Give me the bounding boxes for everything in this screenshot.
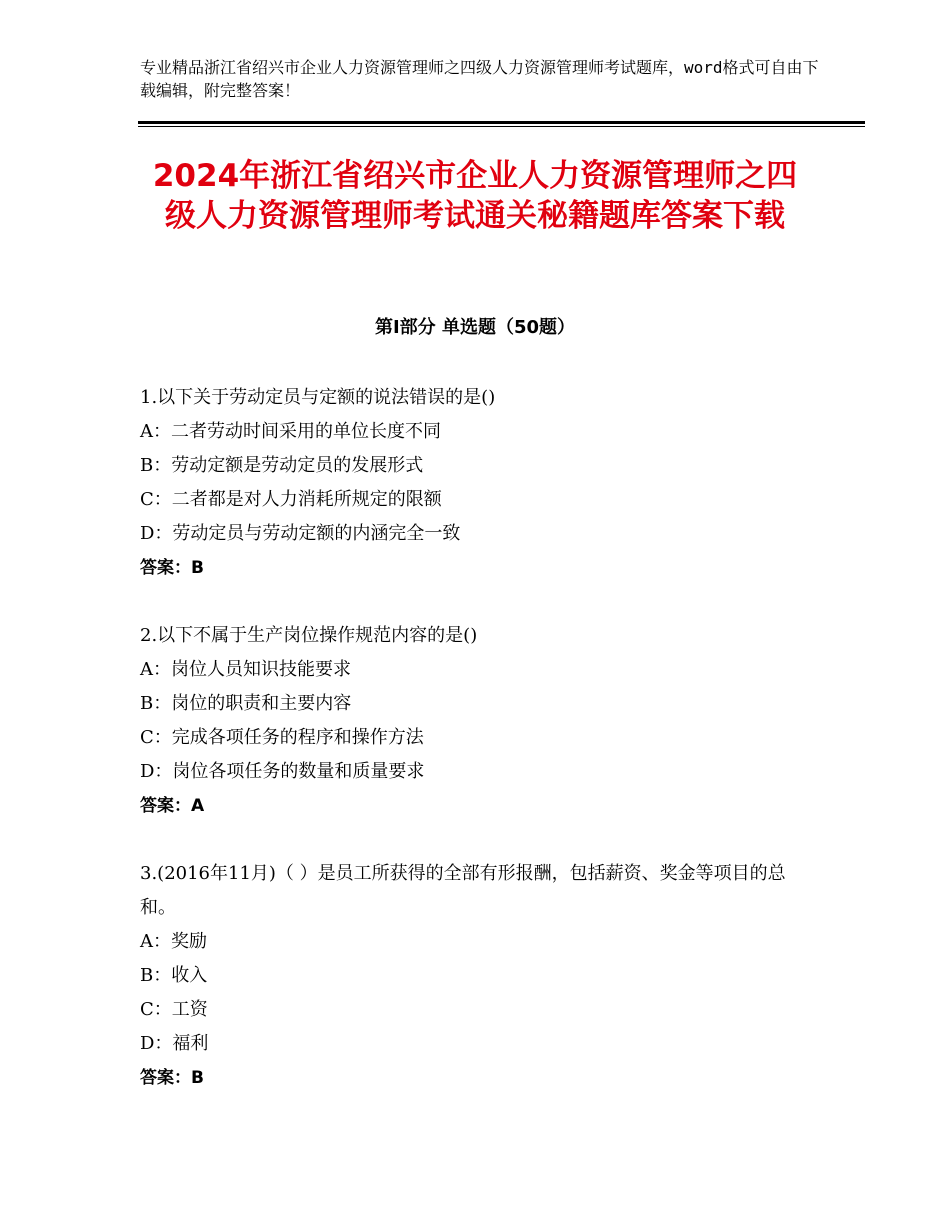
question-stem: 2.以下不属于生产岗位操作规范内容的是(): [140, 625, 478, 646]
option-a: A：岗位人员知识技能要求: [140, 659, 351, 680]
option-d: D：福利: [140, 1033, 209, 1054]
option-a: A：奖励: [140, 931, 207, 952]
header-note: 专业精品浙江省绍兴市企业人力资源管理师之四级人力资源管理师考试题库，word格式可自由下载编辑，附完整答案！: [140, 58, 819, 100]
question-1: [140, 381, 820, 585]
header-rule-thick: [138, 121, 865, 124]
answer-line: 答案：B: [140, 558, 204, 578]
option-c: C：完成各项任务的程序和操作方法: [140, 727, 424, 748]
header-rule-thin: [138, 126, 865, 127]
document-title: 2024年浙江省绍兴市企业人力资源管理师之四级人力资源管理师考试通关秘籍题库答案下载: [152, 158, 798, 234]
option-d: D：劳动定员与劳动定额的内涵完全一致: [140, 523, 461, 544]
option-d: D：岗位各项任务的数量和质量要求: [140, 761, 425, 782]
option-c: C：二者都是对人力消耗所规定的限额: [140, 489, 442, 510]
option-c: C：工资: [140, 999, 208, 1020]
answer-line: 答案：B: [140, 1068, 204, 1088]
question-stem: 3.(2016年11月)（ ）是员工所获得的全部有形报酬，包括薪资、奖金等项目的总和。: [140, 863, 786, 918]
question-stem: 1.以下关于劳动定员与定额的说法错误的是(): [140, 387, 496, 408]
option-a: A：二者劳动时间采用的单位长度不同: [140, 421, 441, 442]
option-b: B：岗位的职责和主要内容: [140, 693, 352, 714]
question-2: [140, 619, 820, 823]
question-list: [140, 381, 820, 1129]
option-b: B：收入: [140, 965, 208, 986]
section-title: 第Ⅰ部分 单选题（50题）: [374, 317, 575, 338]
question-3: [140, 857, 820, 1095]
option-b: B：劳动定额是劳动定员的发展形式: [140, 455, 424, 476]
answer-line: 答案：A: [140, 796, 205, 816]
